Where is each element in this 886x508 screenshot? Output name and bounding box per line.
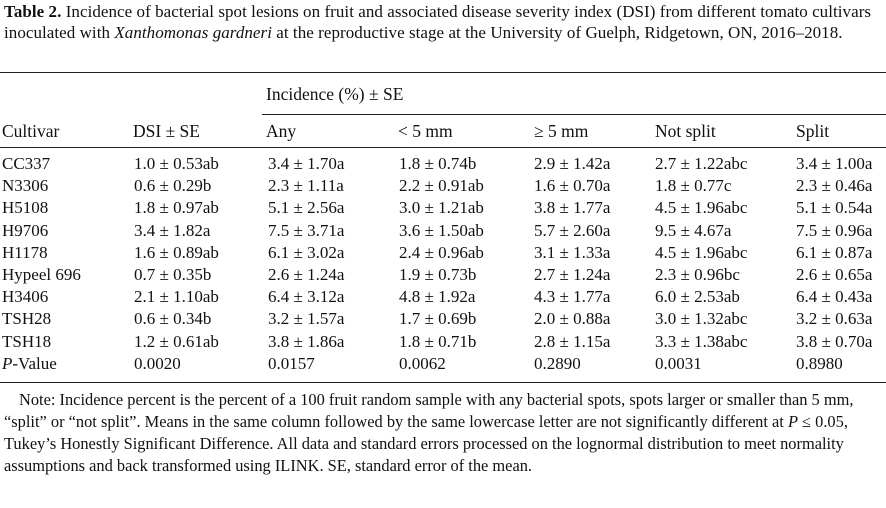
- column-header-ge5mm: ≥ 5 mm: [534, 121, 589, 141]
- cell-cultivar: H9706: [2, 220, 49, 240]
- cell-dsi: 0.7 ± 0.35b: [134, 265, 212, 284]
- cell-not-split: 2.3 ± 0.96bc: [655, 265, 740, 284]
- pvalue-label-rest: -Value: [12, 353, 57, 373]
- cell-any: 2.6 ± 1.24a: [268, 265, 345, 284]
- cell-split: 3.8 ± 0.70a: [796, 331, 873, 351]
- cell-not-split: 4.5 ± 1.96abc: [655, 242, 748, 262]
- pvalue-lt5mm: 0.0062: [399, 353, 446, 373]
- caption-organism: Xanthomonas gardneri: [114, 23, 272, 42]
- cell-any: 5.1 ± 2.56a: [268, 198, 345, 218]
- cell-cultivar: TSH18: [2, 331, 52, 351]
- cell-ge5mm: 1.6 ± 0.70a: [534, 176, 611, 196]
- pvalue-split: 0.8980: [796, 353, 843, 373]
- cell-lt5mm: 1.8 ± 0.71b: [399, 331, 477, 351]
- group-header-rule: [262, 114, 886, 115]
- column-header-dsi: DSI ± SE: [133, 121, 200, 141]
- cell-lt5mm: 3.0 ± 1.21ab: [399, 198, 484, 218]
- cell-lt5mm: 3.6 ± 1.50ab: [399, 220, 484, 240]
- cell-dsi: 3.4 ± 1.82a: [134, 220, 211, 240]
- caption-text-before: Incidence of bacterial spot lesions on fruit and associated disease severity index (DSI) from different tomato cultivars inoculated with: [4, 2, 872, 42]
- cell-any: 3.8 ± 1.86a: [268, 331, 345, 351]
- cell-any: 6.4 ± 3.12a: [268, 287, 345, 307]
- cell-dsi: 1.0 ± 0.53ab: [134, 154, 219, 173]
- cell-not-split: 4.5 ± 1.96abc: [655, 198, 748, 218]
- cell-cultivar: CC337: [2, 154, 51, 173]
- cell-ge5mm: 4.3 ± 1.77a: [534, 287, 611, 307]
- cell-not-split: 1.8 ± 0.77c: [655, 176, 732, 196]
- cell-split: 3.4 ± 1.00a: [796, 154, 873, 173]
- cell-split: 7.5 ± 0.96a: [796, 220, 873, 240]
- cell-any: 2.3 ± 1.11a: [268, 176, 344, 196]
- cell-dsi: 1.8 ± 0.97ab: [134, 198, 219, 218]
- cell-ge5mm: 2.9 ± 1.42a: [534, 154, 611, 173]
- cell-not-split: 9.5 ± 4.67a: [655, 220, 732, 240]
- cell-any: 6.1 ± 3.02a: [268, 242, 345, 262]
- cell-any: 3.2 ± 1.57a: [268, 309, 345, 329]
- cell-ge5mm: 2.8 ± 1.15a: [534, 331, 611, 351]
- pvalue-row-label: [2, 354, 57, 374]
- cell-cultivar: Hypeel 696: [2, 265, 81, 284]
- cell-any: 7.5 ± 3.71a: [268, 220, 345, 240]
- cell-split: 5.1 ± 0.54a: [796, 198, 873, 218]
- incidence-group-header: Incidence (%) ± SE: [266, 84, 404, 104]
- table-caption: [4, 1, 884, 43]
- cell-lt5mm: 1.8 ± 0.74b: [399, 154, 477, 173]
- header-bottom-rule: [0, 147, 886, 148]
- cell-not-split: 6.0 ± 2.53ab: [655, 287, 740, 307]
- cell-ge5mm: 5.7 ± 2.60a: [534, 220, 611, 240]
- cell-dsi: 1.6 ± 0.89ab: [134, 242, 219, 262]
- cell-split: 2.3 ± 0.46a: [796, 176, 873, 196]
- cell-cultivar: TSH28: [2, 309, 52, 329]
- cell-not-split: 2.7 ± 1.22abc: [655, 154, 748, 173]
- cell-cultivar: H1178: [2, 242, 48, 262]
- cell-not-split: 3.3 ± 1.38abc: [655, 331, 748, 351]
- column-header-any: Any: [266, 121, 297, 141]
- cell-dsi: 1.2 ± 0.61ab: [134, 331, 219, 351]
- pvalue-label-italic: P: [2, 353, 13, 373]
- table-note: [4, 389, 884, 477]
- cell-split: 6.1 ± 0.87a: [796, 242, 873, 262]
- cell-dsi: 0.6 ± 0.34b: [134, 309, 212, 329]
- cell-lt5mm: 2.4 ± 0.96ab: [399, 242, 484, 262]
- cell-any: 3.4 ± 1.70a: [268, 154, 345, 173]
- cell-cultivar: N3306: [2, 176, 49, 196]
- cell-lt5mm: 1.7 ± 0.69b: [399, 309, 477, 329]
- cell-ge5mm: 3.8 ± 1.77a: [534, 198, 611, 218]
- column-header-split: Split: [796, 121, 830, 141]
- cell-ge5mm: 3.1 ± 1.33a: [534, 242, 611, 262]
- caption-text-after: at the reproductive stage at the University of Guelph, Ridgetown, ON, 2016–2018.: [271, 23, 843, 42]
- cell-ge5mm: 2.7 ± 1.24a: [534, 265, 611, 284]
- pvalue-dsi: 0.0020: [134, 353, 181, 373]
- pvalue-not-split: 0.0031: [655, 353, 702, 373]
- column-header-lt5mm: < 5 mm: [398, 121, 453, 141]
- column-header-not-split: Not split: [655, 121, 716, 141]
- cell-ge5mm: 2.0 ± 0.88a: [534, 309, 611, 329]
- table-bottom-rule: [0, 382, 886, 383]
- cell-split: 2.6 ± 0.65a: [796, 265, 873, 284]
- note-p-symbol: P: [787, 412, 798, 431]
- cell-split: 6.4 ± 0.43a: [796, 287, 873, 307]
- pvalue-ge5mm: 0.2890: [534, 353, 581, 373]
- cell-split: 3.2 ± 0.63a: [796, 309, 873, 329]
- cell-lt5mm: 2.2 ± 0.91ab: [399, 176, 484, 196]
- cell-lt5mm: 4.8 ± 1.92a: [399, 287, 476, 307]
- cell-cultivar: H3406: [2, 287, 49, 307]
- column-header-cultivar: Cultivar: [2, 121, 60, 141]
- caption-label: Table 2.: [4, 2, 62, 21]
- cell-not-split: 3.0 ± 1.32abc: [655, 309, 748, 329]
- cell-dsi: 2.1 ± 1.10ab: [134, 287, 219, 307]
- cell-cultivar: H5108: [2, 198, 49, 218]
- table-top-rule: [0, 72, 886, 73]
- pvalue-any: 0.0157: [268, 353, 315, 373]
- cell-dsi: 0.6 ± 0.29b: [134, 176, 212, 196]
- cell-lt5mm: 1.9 ± 0.73b: [399, 265, 477, 284]
- note-part1: Note: Incidence percent is the percent of a 100 fruit random sample with any bacterial spots, spots larger or smaller than 5 mm, “split” or “not split”. Means in the same column followed by the same lowercase letter are not significantly different at: [4, 390, 854, 431]
- note-part2: ≤ 0.05, Tukey’s Honestly Significant Difference. All data and standard errors processed on the lognormal distribution to meet normality assumptions and back transformed using ILINK. SE, standard error of the mean.: [4, 412, 848, 475]
